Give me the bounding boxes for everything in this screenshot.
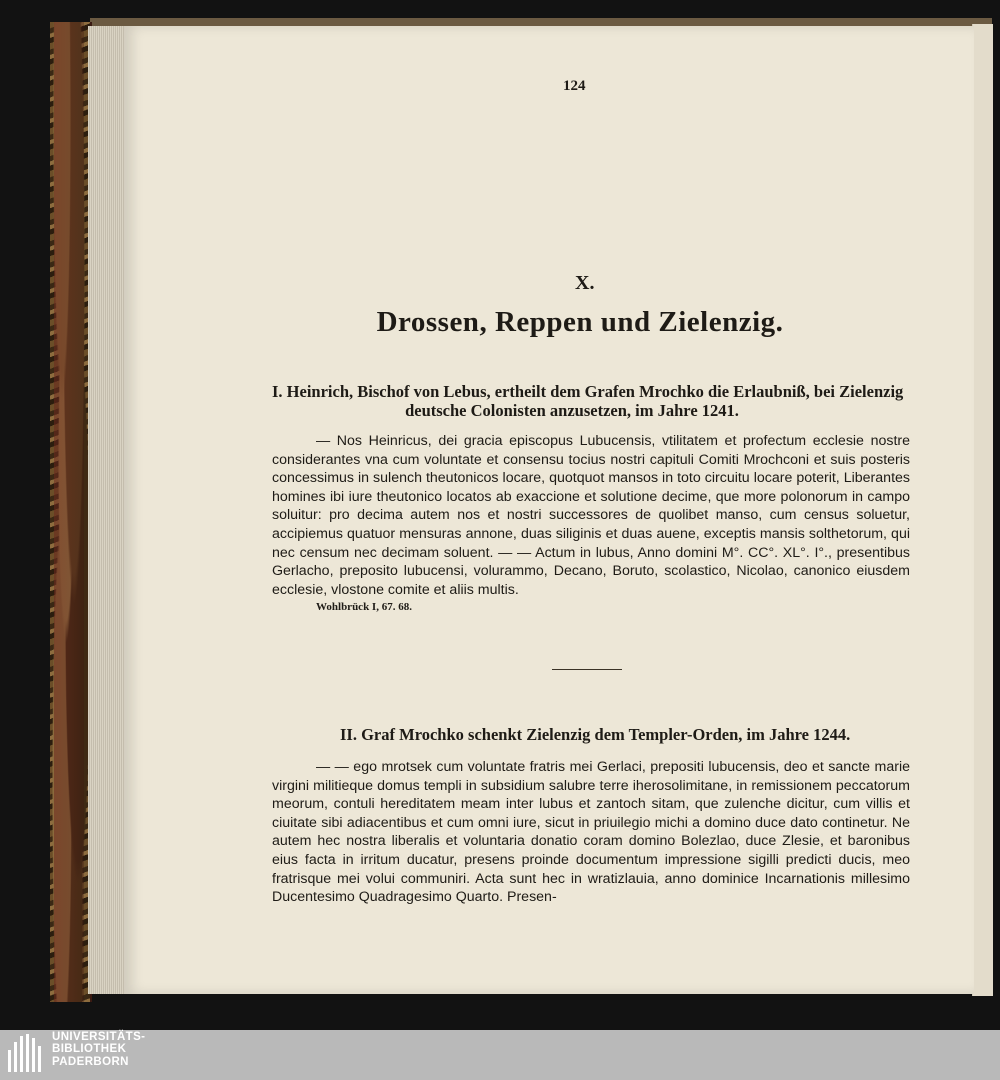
library-name-line3: PADERBORN — [52, 1055, 129, 1068]
library-name-line2: BIBLIOTHEK — [52, 1043, 127, 1056]
section-2-heading: II. Graf Mrochko schenkt Zielenzig dem Templer-Orden, im Jahre 1244. — [340, 725, 851, 744]
section-1-heading-line2: deutsche Colonisten anzusetzen, im Jahre 1241. — [405, 401, 739, 420]
section-2-body: — — ego mrotsek cum voluntate fratris mei Gerlaci, prepositi lubucensis, deo et sancte marie virgini militieque domus templi in subsidium salubre terre iherosolimitane, in remissionem peccatorum meorum, contuli hereditatem meam inter lubus et zantoch sitam, que zulenche dicitur, cum villis et ciuitate sibi adiacentibus et cum omni iure, sicut in priuilegio michi a domino duce dato continetur. Ne autem hec nostra liberalis et voluntaria donatio coram domino Bolezlao, duce Zlesie, et baronibus eius facta in irritum ducatur, presens proinde documentum impressione sigilli predicti ducis, meo fratrisque mei volui communiri. Acta sunt hec in wratizlauia, anno dominice Incarnationis millesimo Ducentesimo Quadragesimo Quarto. Presen- — [272, 759, 910, 906]
section-divider — [552, 669, 622, 670]
chapter-numeral: X. — [575, 272, 595, 294]
chapter-title: Drossen, Reppen und Zielenzig. — [376, 306, 784, 338]
library-footer-bar — [0, 1030, 1000, 1080]
section-1-source: Wohlbrück I, 67. 68. — [316, 601, 412, 613]
library-name — [52, 1031, 145, 1068]
library-logo-icon — [6, 1034, 46, 1076]
book-spine — [54, 22, 84, 1002]
section-1-body: — Nos Heinricus, dei gracia episcopus Lubucensis, vtilitatem et profectum ecclesie nostre considerantes vna cum voluntate et consensu tocius nostri capituli Comiti Mrochconi et suis posteris concessimus in sulench theutonicos locare, quotquot mansos in toto circuitu locare poterit, Liberantes homines ibi iure theutonico locatos ab exaccione et solutione decime, que more polonorum in campo soluitur: pro decima autem nos et nostri successores de quolibet manso, cum census soluetur, accipiemus quatuor mensuras annone, duas siliginis et duas auene, exceptis mansis solthetorum, qui nec censum nec decimam soluent. — — Actum in lubus, Anno domini M°. CC°. XL°. I°., presentibus Gerlacho, preposito lubucensi, volurammo, Decano, Boruto, scolastico, Nicolao, canonico eiusdem ecclesie, vlostone comite et aliis multis. — [272, 433, 910, 598]
page-stack-edge — [88, 26, 128, 994]
section-1-heading — [272, 382, 922, 420]
library-name-line1: UNIVERSITÄTS- — [52, 1031, 146, 1043]
page-number: 124 — [563, 78, 586, 94]
next-page-edge — [972, 24, 993, 996]
section-1-heading-line1: I. Heinrich, Bischof von Lebus, ertheilt dem Grafen Mrochko die Erlaubniß, bei Zielenzig — [272, 382, 904, 401]
